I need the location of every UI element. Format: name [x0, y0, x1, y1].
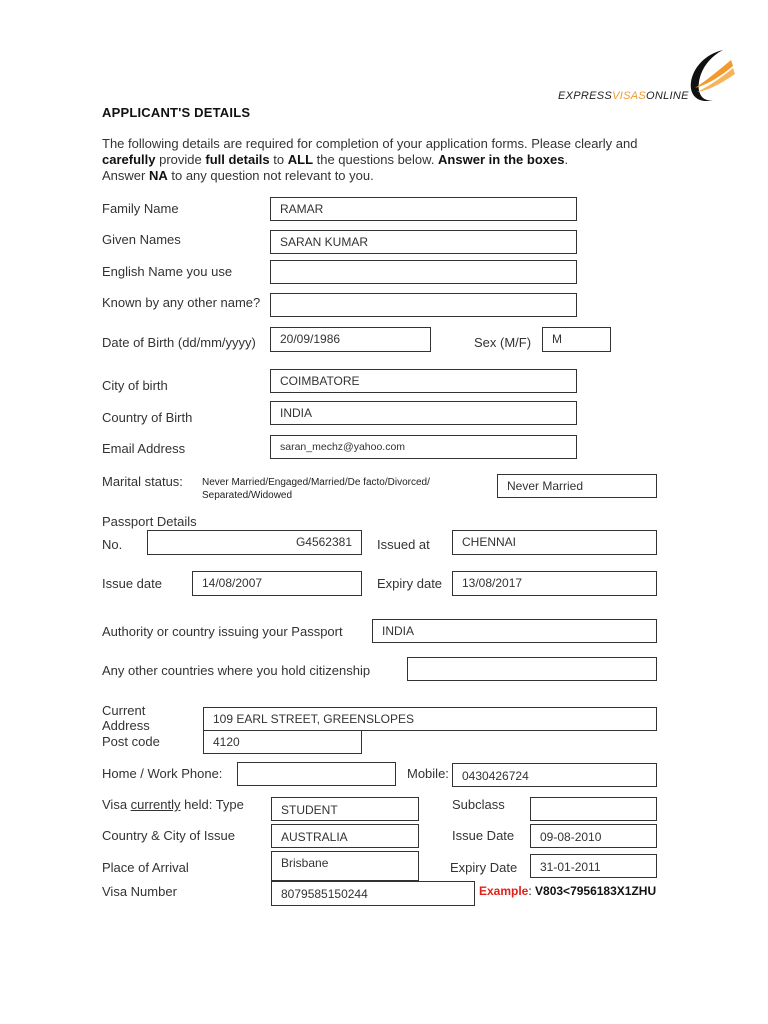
- city-of-birth-label: City of birth: [102, 378, 168, 393]
- intro-line-2: carefully provide full details to ALL the questions below. Answer in the boxes.: [102, 152, 569, 167]
- mobile-label: Mobile:: [407, 766, 449, 781]
- intro-line-3: Answer NA to any question not relevant to you.: [102, 168, 374, 183]
- country-of-birth-field[interactable]: INDIA: [270, 401, 577, 425]
- passport-authority-field[interactable]: INDIA: [372, 619, 657, 643]
- given-names-label: Given Names: [102, 232, 181, 247]
- subclass-field[interactable]: [530, 797, 657, 821]
- passport-details-heading: Passport Details: [102, 514, 197, 529]
- issue-date-label: Issue date: [102, 576, 162, 591]
- place-of-arrival-field[interactable]: Brisbane: [271, 851, 419, 881]
- place-of-arrival-label: Place of Arrival: [102, 860, 189, 875]
- passport-authority-label: Authority or country issuing your Passport: [102, 624, 343, 639]
- given-names-field[interactable]: SARAN KUMAR: [270, 230, 577, 254]
- expiry-date-field[interactable]: 13/08/2017: [452, 571, 657, 596]
- passport-no-label: No.: [102, 537, 123, 552]
- marital-status-options: [202, 476, 430, 502]
- home-phone-label: Home / Work Phone:: [102, 766, 223, 781]
- issued-at-field[interactable]: CHENNAI: [452, 530, 657, 555]
- current-address-field[interactable]: 109 EARL STREET, GREENSLOPES: [203, 707, 657, 731]
- email-field[interactable]: saran_mechz@yahoo.com: [270, 435, 577, 459]
- country-of-birth-label: Country of Birth: [102, 410, 193, 425]
- dob-label: Date of Birth (dd/mm/yyyy): [102, 335, 256, 350]
- issued-at-label: Issued at: [377, 537, 430, 552]
- marital-options-line-2: Separated/Widowed: [202, 490, 293, 501]
- visa-type-label: Visa currently held: Type: [102, 797, 244, 812]
- issue-date-field[interactable]: 14/08/2007: [192, 571, 362, 596]
- marital-options-line-1: Never Married/Engaged/Married/De facto/Divorced/: [202, 477, 430, 488]
- family-name-label: Family Name: [102, 201, 179, 216]
- email-label: Email Address: [102, 441, 186, 456]
- visa-number-label: Visa Number: [102, 884, 177, 899]
- other-citizenship-field[interactable]: [407, 657, 657, 681]
- visa-country-city-field[interactable]: AUSTRALIA: [271, 824, 419, 848]
- visa-number-example: Example: V803<7956183X1ZHU: [479, 884, 657, 898]
- expiry-date-label: Expiry date: [377, 576, 443, 591]
- mobile-field[interactable]: 0430426724: [452, 763, 657, 787]
- other-name-field[interactable]: [270, 293, 577, 317]
- post-code-label: Post code: [102, 734, 160, 749]
- sex-label: Sex (M/F): [474, 335, 532, 350]
- current-address-label-line1: Current: [102, 703, 146, 718]
- visa-expiry-date-field[interactable]: 31-01-2011: [530, 854, 657, 878]
- sex-field[interactable]: M: [542, 327, 611, 352]
- visa-issue-date-field[interactable]: 09-08-2010: [530, 824, 657, 848]
- visa-expiry-date-label: Expiry Date: [450, 860, 518, 875]
- visa-issue-date-label: Issue Date: [452, 828, 515, 843]
- intro-line-1: The following details are required for completion of your application forms. Please clearly and: [102, 136, 638, 151]
- other-citizenship-label: Any other countries where you hold citizenship: [102, 663, 371, 678]
- express-visas-online-logo: [550, 46, 740, 108]
- home-phone-field[interactable]: [237, 762, 396, 786]
- logo-text: EXPRESSVISASONLINE: [558, 90, 689, 102]
- dob-field[interactable]: 20/09/1986: [270, 327, 431, 352]
- family-name-field[interactable]: RAMAR: [270, 197, 577, 221]
- post-code-field[interactable]: 4120: [203, 730, 362, 754]
- page-title: APPLICANT'S DETAILS: [102, 105, 251, 120]
- subclass-label: Subclass: [452, 797, 505, 812]
- english-name-field[interactable]: [270, 260, 577, 284]
- passport-no-field[interactable]: G4562381: [147, 530, 362, 555]
- other-name-label: Known by any other name?: [102, 295, 261, 310]
- visa-country-city-label: Country & City of Issue: [102, 828, 235, 843]
- marital-status-label: Marital status:: [102, 474, 183, 489]
- marital-status-field[interactable]: Never Married: [497, 474, 657, 498]
- city-of-birth-field[interactable]: COIMBATORE: [270, 369, 577, 393]
- current-address-label-line2: Address: [102, 718, 150, 733]
- visa-number-field[interactable]: 8079585150244: [271, 881, 475, 906]
- visa-type-field[interactable]: STUDENT: [271, 797, 419, 821]
- english-name-label: English Name you use: [102, 264, 233, 279]
- intro-instructions: [102, 136, 702, 184]
